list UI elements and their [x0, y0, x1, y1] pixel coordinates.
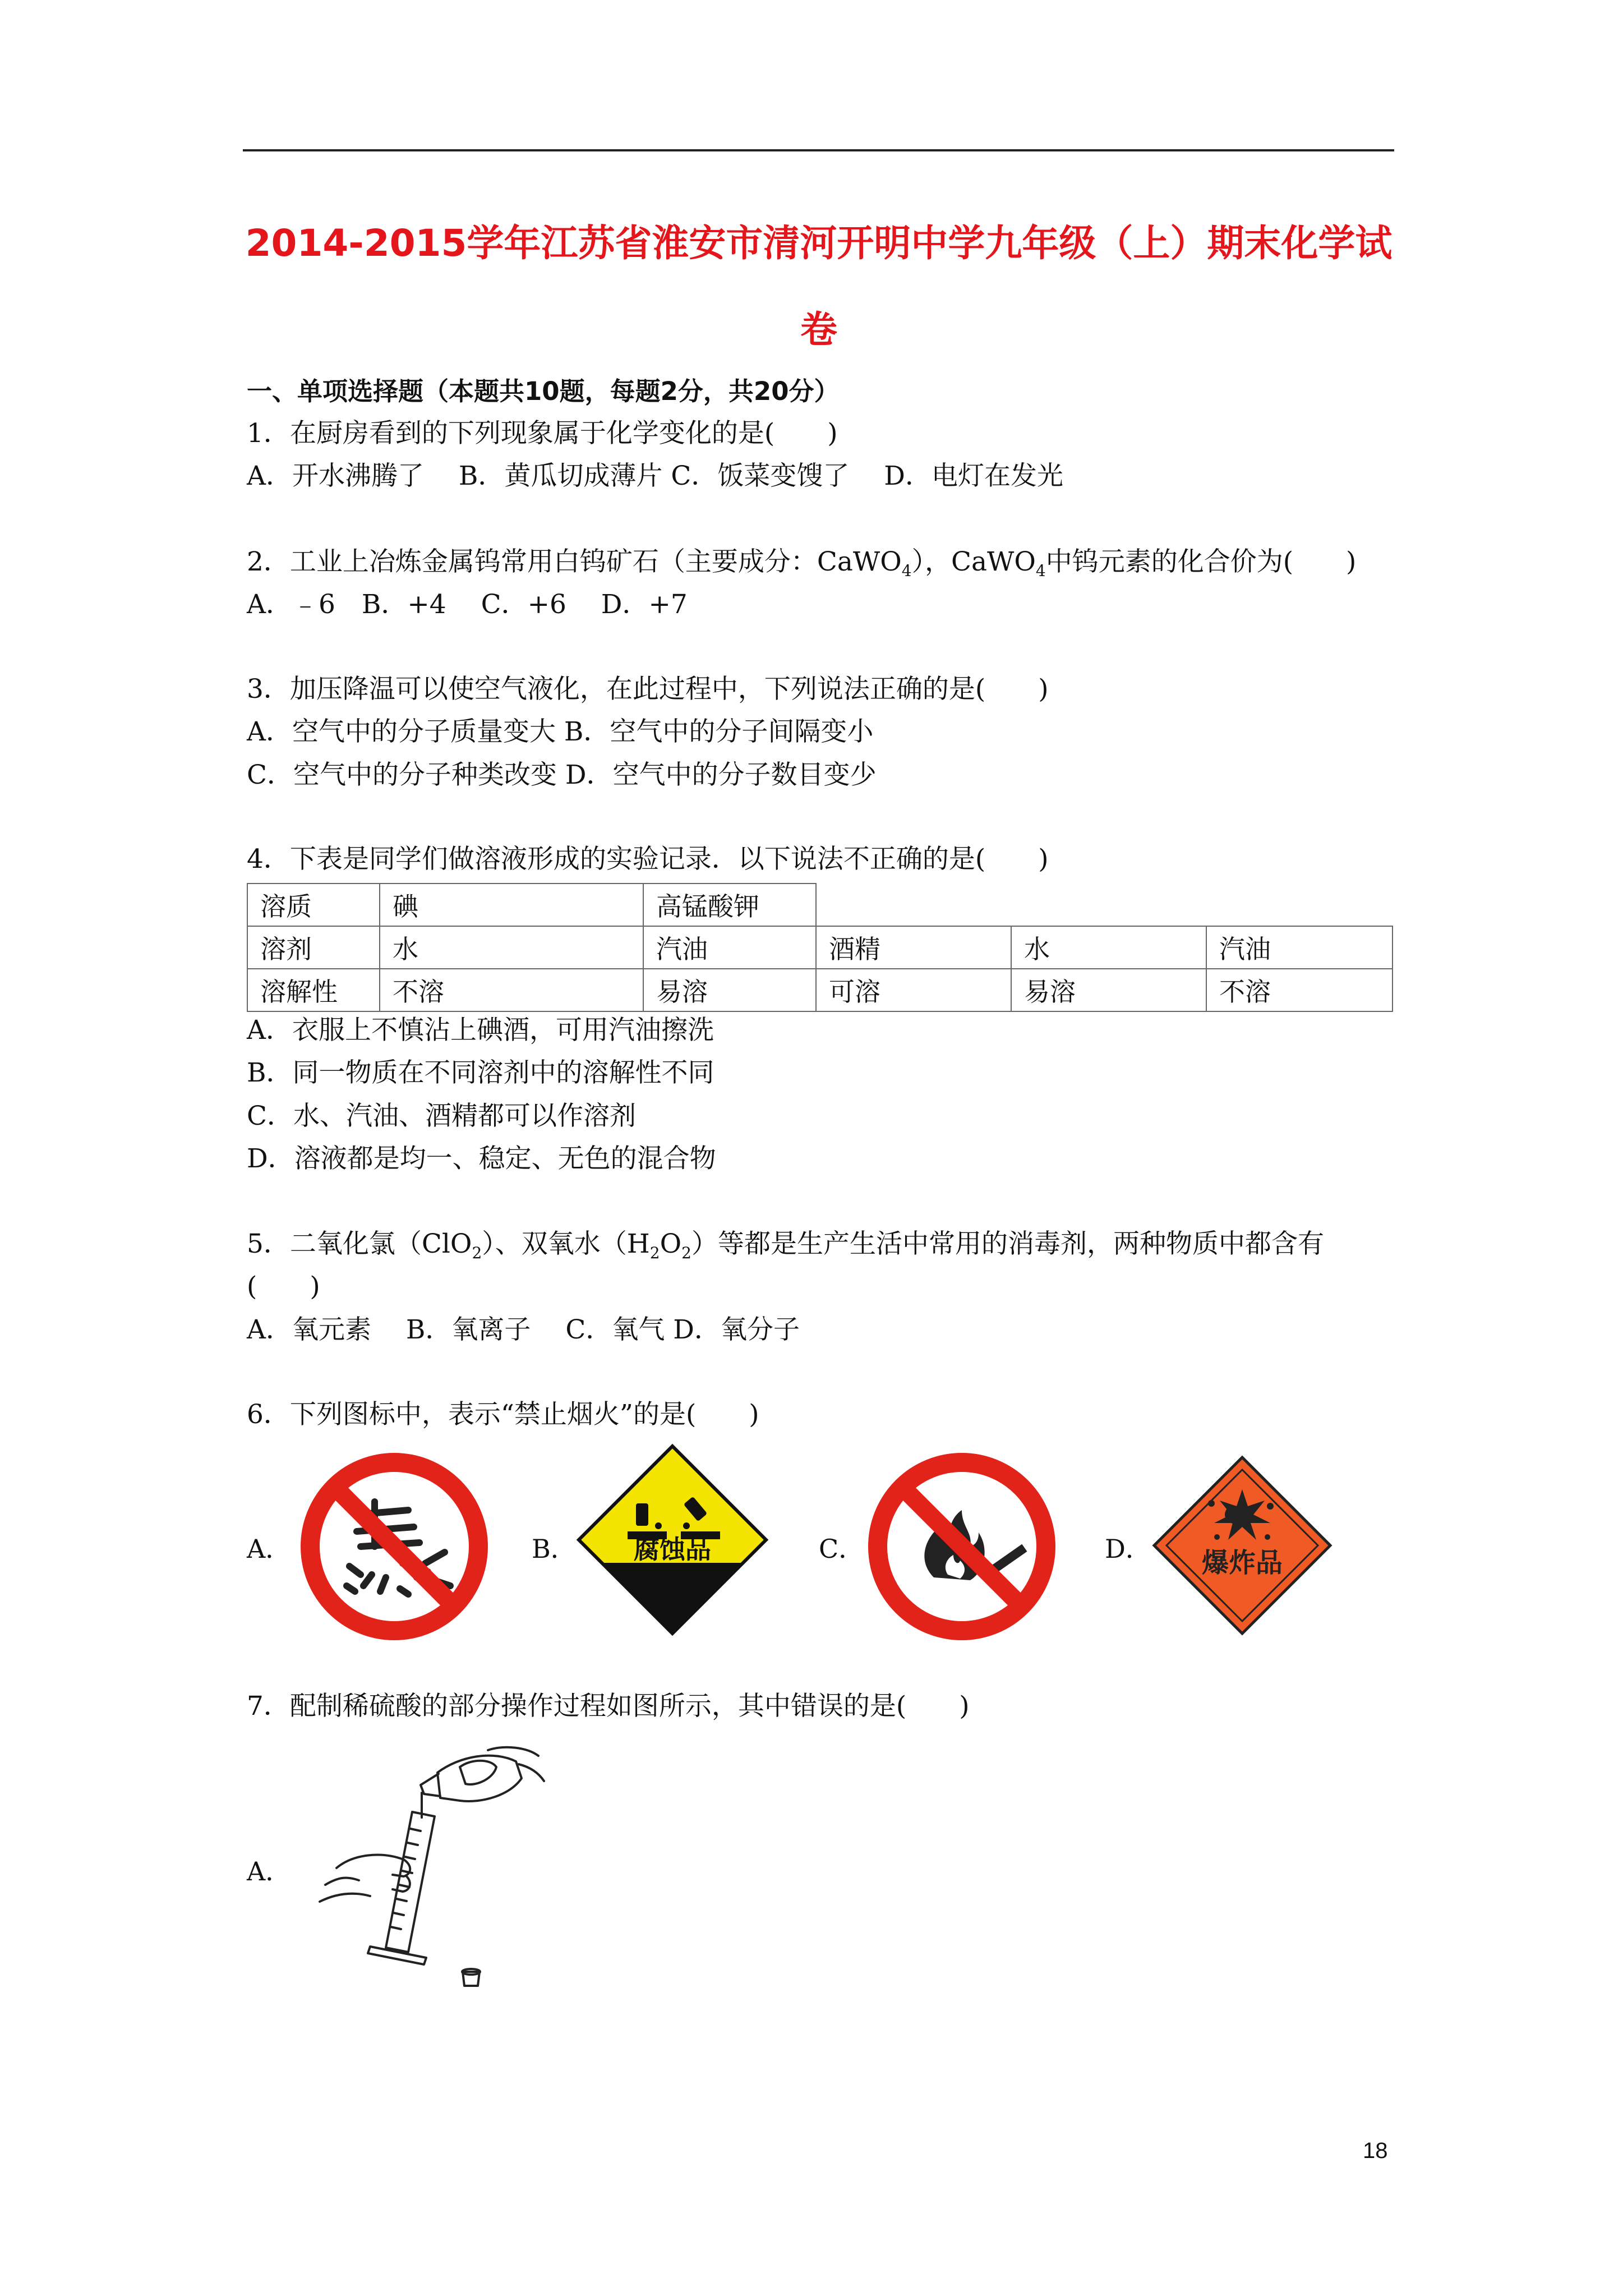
subscript: 4 [1035, 562, 1046, 580]
no-open-flame-sign-icon [864, 1448, 1060, 1645]
q2-options: A．﹣6 B．+4 C．+6 D．+7 [247, 589, 688, 620]
q2-stem [247, 545, 1356, 588]
header-rule [243, 149, 1394, 151]
table-cell: 酒精 [816, 926, 1011, 969]
table-cell: 高锰酸钾 [643, 884, 816, 926]
q4-option-c: C．水、汽油、酒精都可以作溶剂 [247, 1101, 636, 1131]
exam-title-line2: 卷 [800, 308, 837, 351]
table-cell: 不溶 [1206, 969, 1393, 1011]
exam-title-line1: 2014-2015学年江苏省淮安市清河开明中学九年级（上）期末化学试 [245, 222, 1393, 265]
q2-stem-part: 中钨元素的化合价为( ) [1045, 546, 1357, 577]
page-number: 18 [1363, 2138, 1388, 2163]
q7-label-a: A． [247, 1856, 292, 1887]
table-cell: 不溶 [380, 969, 643, 1011]
experiment-record-table [247, 883, 1393, 1012]
table-row [247, 926, 1393, 969]
corrosive-sign-icon [574, 1442, 771, 1638]
table-row [247, 884, 1393, 926]
pouring-into-graduated-cylinder-icon [292, 1733, 555, 1997]
q5-stem-part: ）等都是生产生活中常用的消毒剂，两种物质中都含有 [691, 1228, 1324, 1259]
table-cell: 水 [380, 926, 643, 969]
table-cell: 汽油 [1206, 926, 1393, 969]
table-row [247, 969, 1393, 1011]
q5-stem-line2: ( ) [247, 1271, 320, 1302]
q6-label-c: C． [819, 1534, 865, 1564]
explosive-sign-text: 爆炸品 [1201, 1547, 1283, 1579]
q7-stem: 7．配制稀硫酸的部分操作过程如图所示，其中错误的是( ) [247, 1691, 970, 1722]
subscript: 2 [472, 1244, 482, 1262]
corrosive-sign-text: 腐蚀品 [634, 1534, 711, 1565]
explosive-sign-icon [1150, 1453, 1335, 1638]
q6-label-b: B． [532, 1534, 577, 1564]
q1-stem: 1．在厨房看到的下列现象属于化学变化的是( ) [247, 418, 838, 449]
q5-options: A．氧元素 B．氧离子 C．氧气 D．氧分子 [247, 1314, 800, 1345]
q5-stem-part: 5．二氧化氯（ClO [247, 1228, 472, 1259]
no-fireworks-sign-icon [296, 1448, 492, 1645]
table-cell: 水 [1011, 926, 1206, 969]
q6-stem: 6．下列图标中，表示“禁止烟火”的是( ) [247, 1399, 759, 1430]
section-heading: 一、单项选择题（本题共10题，每题2分，共20分） [247, 376, 840, 406]
q5-stem-part: O [660, 1228, 682, 1259]
q1-options: A．开水沸腾了 B．黄瓜切成薄片 C．饭菜变馊了 D．电灯在发光 [247, 461, 1063, 491]
q3-stem: 3．加压降温可以使空气液化，在此过程中，下列说法正确的是( ) [247, 674, 1049, 705]
subscript: 2 [649, 1244, 660, 1262]
subscript: 2 [681, 1244, 691, 1262]
q5-stem-part: ）、双氧水（H [482, 1228, 650, 1259]
q6-label-a: A． [247, 1534, 292, 1564]
q2-stem-part: 2．工业上冶炼金属钨常用白钨矿石（主要成分：CaWO [247, 546, 902, 577]
subscript: 4 [901, 562, 912, 580]
table-cell: 易溶 [1011, 969, 1206, 1011]
table-cell: 溶质 [247, 884, 380, 926]
q2-stem-part: ），CaWO [911, 546, 1036, 577]
table-cell: 溶解性 [247, 969, 380, 1011]
table-cell: 碘 [380, 884, 643, 926]
q3-option-cd: C．空气中的分子种类改变 D．空气中的分子数目变少 [247, 760, 877, 790]
table-cell: 可溶 [816, 969, 1011, 1011]
table-cell: 汽油 [643, 926, 816, 969]
q4-option-a: A．衣服上不慎沾上碘酒，可用汽油擦洗 [247, 1015, 714, 1046]
q4-option-b: B．同一物质在不同溶剂中的溶解性不同 [247, 1057, 714, 1088]
table-cell [816, 884, 1393, 926]
table-cell: 溶剂 [247, 926, 380, 969]
table-cell: 易溶 [643, 969, 816, 1011]
q5-stem [247, 1227, 1324, 1270]
q4-option-d: D．溶液都是均一、稳定、无色的混合物 [247, 1143, 716, 1174]
q4-stem: 4．下表是同学们做溶液形成的实验记录．以下说法不正确的是( ) [247, 844, 1049, 875]
q3-option-ab: A．空气中的分子质量变大 B．空气中的分子间隔变小 [247, 716, 874, 747]
q6-label-d: D． [1105, 1534, 1151, 1564]
